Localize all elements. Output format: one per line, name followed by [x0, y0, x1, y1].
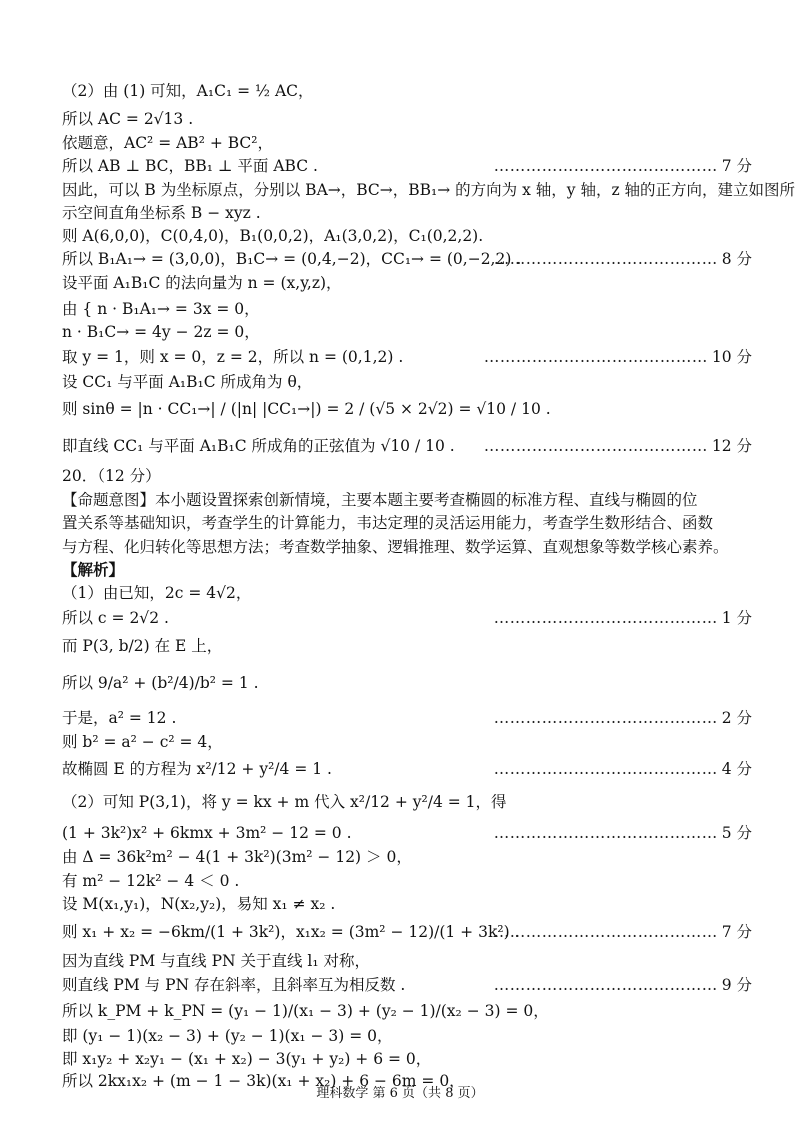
score-label: 9 分 — [721, 976, 752, 994]
score-leader: …………………………………… 12 分 — [483, 437, 752, 455]
score-leader: …………………………………… 2 分 — [493, 709, 752, 727]
score-label: 12 分 — [711, 437, 752, 455]
score-leader: …………………………………… 9 分 — [493, 976, 752, 994]
score-leader: …………………………………… 7 分 — [493, 157, 752, 175]
score-label: 10 分 — [711, 348, 752, 366]
score-leader: …………………………………… 4 分 — [493, 760, 752, 778]
score-leader: …………………………………… 8 分 — [493, 250, 752, 268]
page-footer: 理科数学 第 6 页（共 8 页） — [316, 1086, 484, 1101]
score-leader: …………………………………… 10 分 — [483, 348, 752, 366]
score-leader: …………………………………… 5 分 — [493, 824, 752, 842]
score-label: 7 分 — [721, 157, 752, 175]
score-label: 5 分 — [721, 824, 752, 842]
score-label: 4 分 — [721, 760, 752, 778]
score-label: 2 分 — [721, 709, 752, 727]
document-page: （2）由 (1) 可知，A₁C₁ = ½ AC， 所以 AC = 2√13 . 依题意，AC² = AB² + BC²， 所以 AB ⊥ BC，BB₁ ⊥ 平面 ABC . …………………………………… 7 分 因此，可以 B 为坐标原点，分别以 BA→，BC→，BB₁→ 的方向为 x 轴，y 轴，z 轴的正方向，建立如图所 示空间直角坐标系 B − xyz . 则 A(6,0,0)，C(0,4,0)，B₁(0,0,2)，A₁(3,0,2)，C₁(0,2,2). 所以 B₁A₁→ = (3,0,0)，B₁C→ = (0,4,−2)，CC₁→ = (0,−2,2) . …………………………………… 8 分 设平面 A₁B₁C 的法向量为 n = (x,y,z)， 由 { n · B₁A₁→ = 3x = 0， n · B₁C→ = 4y − 2z = 0， 取 y = 1，则 x = 0，z = 2，所以 n = (0,1,2) . …………………………………… 10 分 设 CC₁ 与平面 A₁B₁C 所成角为 θ， 则 sinθ = |n · CC₁→| / (|n| |CC₁→|) = 2 / (√5 × 2√2) = √10 / 10 . 即直线 CC₁ 与平面 A₁B₁C 所成角的正弦值为 √10 / 10 . …………………………………… 12 分 20．（12 分） 【命题意图】本小题设置探索创新情境，主要本题主要考查椭圆的标准方程、直线与椭圆的位 置关系等基础知识，考查学生的计算能力，韦达定理的灵活运用能力，考查学生数形结合、函数 与方程、化归转化等思想方法；考查数学抽象、逻辑推理、数学运算、直观想象等数学核心素养。 【解析】 （1）由已知，2c = 4√2， 所以 c = 2√2 . …………………………………… 1 分 而 P(3, b/2) 在 E 上， 所以 9/a² + (b²/4)/b² = 1 . 于是，a² = 12 . …………………………………… 2 分 则 b² = a² − c² = 4， 故椭圆 E 的方程为 x²/12 + y²/4 = 1 . …………………………………… 4 分 （2）可知 P(3,1)，将 y = kx + m 代入 x²/12 + y²/4 = 1，得 (1 + 3k²)x² + 6kmx + 3m² − 12 = 0 . …………………………………… 5 分 由 Δ = 36k²m² − 4(1 + 3k²)(3m² − 12) ＞ 0， 有 m² − 12k² − 4 ＜ 0 . 设 M(x₁,y₁)，N(x₂,y₂)，易知 x₁ ≠ x₂ . 则 x₁ + x₂ = −6km/(1 + 3k²)，x₁x₂ = (3m² − 12)/(1 + 3k²) . …………………………………… 7 分 因为直线 PM 与直线 PN 关于直线 l₁ 对称， 则直线 PM 与 PN 存在斜率，且斜率互为相反数 . …………………………………… 9 分 所以 k_PM + k_PN = (y₁ − 1)/(x₁ − 3) + (y₂ − 1)/(x₂ − 3) = 0， 即 (y₁ − 1)(x₂ − 3) + (y₂ − 1)(x₁ − 3) = 0， 即 x₁y₂ + x₂y₁ − (x₁ + x₂) − 3(y₁ + y₂) + 6 = 0， 所以 2kx₁x₂ + (m − 1 − 3k)(x₁ + x₂) + 6 − 6m = 0， 理科数学 第 6 页（共 8 页） — [0, 0, 800, 1132]
score-label: 1 分 — [721, 609, 752, 627]
score-label: 8 分 — [721, 250, 752, 268]
score-leader: …………………………………… 1 分 — [493, 609, 752, 627]
score-leader: …………………………………… 7 分 — [493, 923, 752, 941]
score-label: 7 分 — [721, 923, 752, 941]
